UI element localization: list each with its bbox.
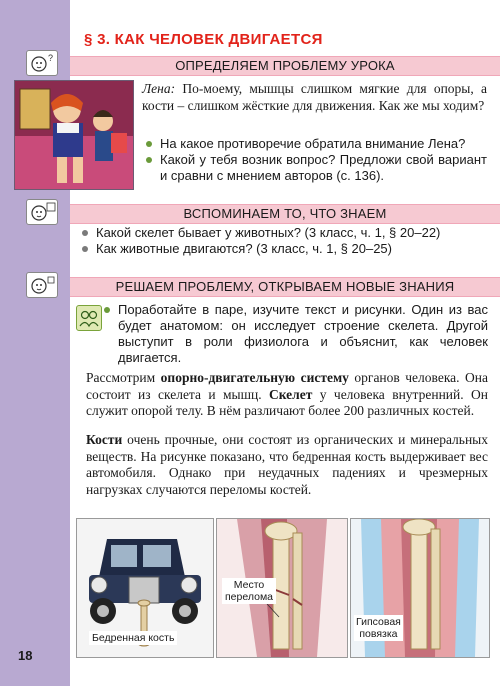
text: у человека внутренний. Он служит опорой телу. В нём различают более 200 различных костей. (86, 386, 488, 418)
caption-line: повязка (359, 628, 398, 640)
fracture-caption (222, 578, 276, 604)
thinking-face-icon (26, 199, 58, 225)
paragraph-bones (86, 432, 488, 498)
femur-caption: Бедренная кость (89, 631, 177, 645)
thinking-face-icon (26, 272, 58, 298)
list-item: Как животные двигаются? (3 класс, ч. 1, § 20–25) (78, 241, 488, 257)
lena-quote-text: По-моему, мышцы слишком мягкие для опоры, а кости – слишком жёсткие для движения. Как же мы ходим? (142, 81, 487, 113)
list-item: Поработайте в паре, изучите текст и рисунки. Один из вас будет анатомом: он исследует строение скелета. Другой выступит в роли физиолога и объяснит, как человек двигается. (100, 302, 488, 366)
text: Рассмотрим (86, 370, 161, 385)
pair-work-icon (76, 305, 102, 331)
speaker-label: Лена: (142, 81, 176, 96)
term: опорно-двигательную систему (160, 370, 349, 385)
pair-task-list (100, 302, 488, 366)
page-number: 18 (18, 648, 33, 663)
section-define-problem: ОПРЕДЕЛЯЕМ ПРОБЛЕМУ УРОКА (70, 56, 500, 76)
lena-quote (142, 80, 487, 114)
caption-line: Место (233, 579, 265, 591)
cast-caption (354, 615, 403, 641)
list-item: Какой у тебя возник вопрос? Предложи свой вариант и сравни с мнением авторов (с. 136). (142, 152, 487, 184)
paragraph-system (86, 370, 488, 420)
text: очень прочные, они состоят из органических и минеральных веществ. На рисунке показано, что бедренная кость выдерживает вес автомобиля. Однако при неудачных падениях и чрезмерных нагрузках случаются переломы костей. (86, 432, 488, 497)
thinking-face-icon (26, 50, 58, 76)
term: Кости (86, 432, 123, 447)
list-item: Какой скелет бывает у животных? (3 класс, ч. 1, § 20–22) (78, 225, 488, 241)
svg-text:?: ? (48, 53, 54, 63)
list-item: На какое противоречие обратила внимание Лена? (142, 136, 487, 152)
caption-line: перелома (225, 591, 273, 603)
caption-line: Гипсовая (356, 616, 401, 628)
section-solve: РЕШАЕМ ПРОБЛЕМУ, ОТКРЫВАЕМ НОВЫЕ ЗНАНИЯ (70, 277, 500, 297)
term: Скелет (268, 386, 313, 402)
problem-questions-list (142, 136, 487, 184)
section-recall: ВСПОМИНАЕМ ТО, ЧТО ЗНАЕМ (70, 204, 500, 224)
lena-illustration (14, 80, 134, 190)
text: органов человека. Она состоит из скелета и мышц. (86, 370, 488, 402)
page-title: § 3. КАК ЧЕЛОВЕК ДВИГАЕТСЯ (84, 31, 323, 48)
recall-questions-list (78, 225, 488, 257)
